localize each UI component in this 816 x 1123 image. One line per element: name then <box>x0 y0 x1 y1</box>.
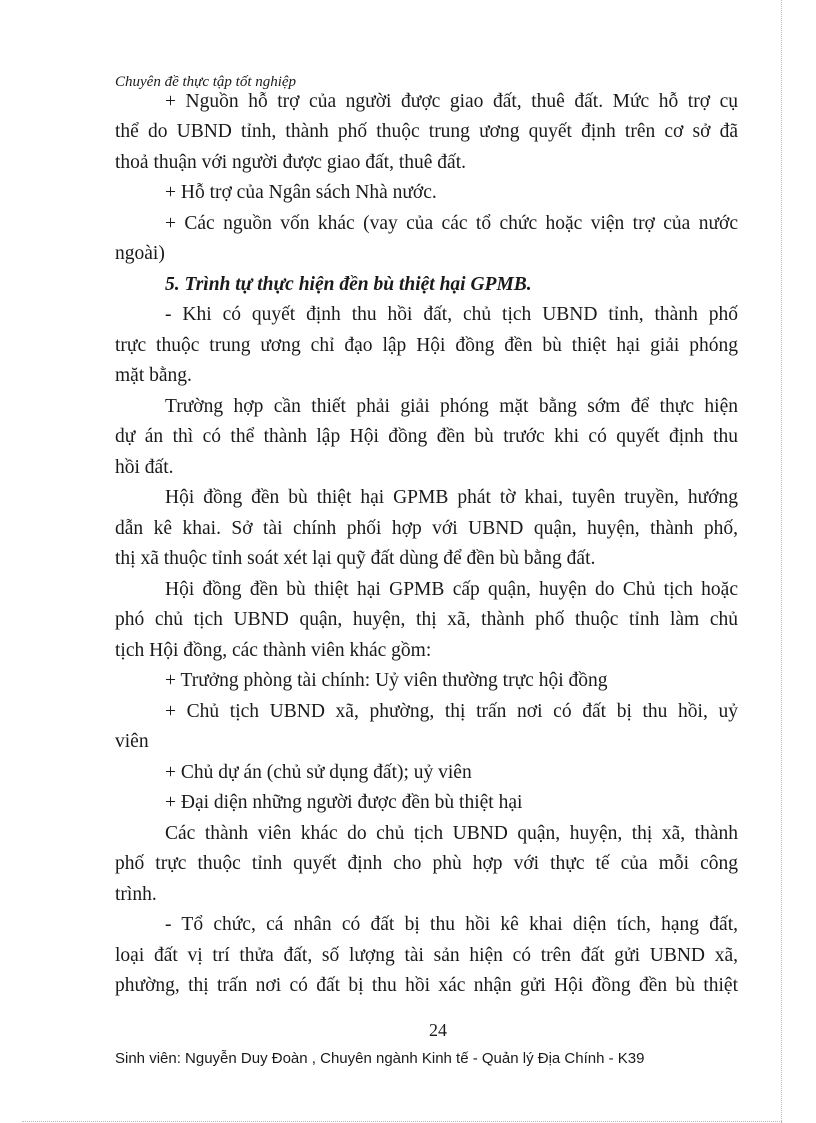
running-footer: Sinh viên: Nguyễn Duy Đoàn , Chuyên ngành Kinh tế - Quản lý Địa Chính - K39 <box>115 1050 645 1067</box>
body-line: thị xã thuộc tỉnh soát xét lại quỹ đất dùng để đền bù bằng đất. <box>115 548 596 569</box>
body-line: loại đất vị trí thửa đất, số lượng tài sản hiện có trên đất gửi UBND xã, <box>115 945 738 966</box>
body-line: trình. <box>115 884 157 905</box>
body-line: phố trực thuộc tỉnh quyết định cho phù hợp với thực tế của mỗi công <box>115 853 738 874</box>
body-line: trực thuộc trung ương chỉ đạo lập Hội đồng đền bù thiệt hại giải phóng <box>115 335 738 356</box>
body-line: thể do UBND tỉnh, thành phố thuộc trung ương quyết định trên cơ sở đã <box>115 121 738 142</box>
page-number: 24 <box>429 1020 447 1040</box>
page-border-right <box>781 0 783 1123</box>
body-line: dẫn kê khai. Sở tài chính phối hợp với UBND quận, huyện, thành phố, <box>115 518 738 539</box>
body-line: + Nguồn hỗ trợ của người được giao đất, thuê đất. Mức hỗ trợ cụ <box>165 91 738 112</box>
body-line: mặt bằng. <box>115 365 192 386</box>
body-line: + Đại diện những người được đền bù thiệt hại <box>165 792 523 813</box>
body-line: viên <box>115 731 149 752</box>
body-line: tịch Hội đồng, các thành viên khác gồm: <box>115 640 432 661</box>
body-line: dự án thì có thể thành lập Hội đồng đền bù trước khi có quyết định thu <box>115 426 738 447</box>
body-line: phường, thị trấn nơi có đất bị thu hồi xác nhận gửi Hội đồng đền bù thiệt <box>115 975 738 996</box>
body-line: - Khi có quyết định thu hồi đất, chủ tịch UBND tỉnh, thành phố <box>165 304 738 325</box>
body-line: hồi đất. <box>115 457 174 478</box>
body-line: Trường hợp cần thiết phải giải phóng mặt bằng sớm để thực hiện <box>165 396 738 417</box>
body-line: ngoài) <box>115 243 165 264</box>
running-header: Chuyên đề thực tập tốt nghiệp <box>115 74 297 90</box>
body-line: thoả thuận với người được giao đất, thuê đất. <box>115 152 466 173</box>
body-line: phó chủ tịch UBND quận, huyện, thị xã, thành phố thuộc tỉnh làm chủ <box>115 609 738 630</box>
body-line: - Tổ chức, cá nhân có đất bị thu hồi kê khai diện tích, hạng đất, <box>165 914 738 935</box>
body-line: Các thành viên khác do chủ tịch UBND quận, huyện, thị xã, thành <box>165 823 738 844</box>
body-line: + Hỗ trợ của Ngân sách Nhà nước. <box>165 182 437 203</box>
body-line: + Chủ tịch UBND xã, phường, thị trấn nơi có đất bị thu hồi, uỷ <box>165 701 738 722</box>
body-line: + Trưởng phòng tài chính: Uỷ viên thường trực hội đồng <box>165 670 608 691</box>
body-line: Hội đồng đền bù thiệt hại GPMB phát tờ khai, tuyên truyền, hướng <box>165 487 738 508</box>
body-line: Hội đồng đền bù thiệt hại GPMB cấp quận, huyện do Chủ tịch hoặc <box>165 579 738 600</box>
body-line: + Các nguồn vốn khác (vay của các tổ chức hoặc viện trợ của nước <box>165 213 738 234</box>
body-line: + Chủ dự án (chủ sử dụng đất); uỷ viên <box>165 762 472 783</box>
section-heading: 5. Trình tự thực hiện đền bù thiệt hại GPMB. <box>165 274 532 295</box>
